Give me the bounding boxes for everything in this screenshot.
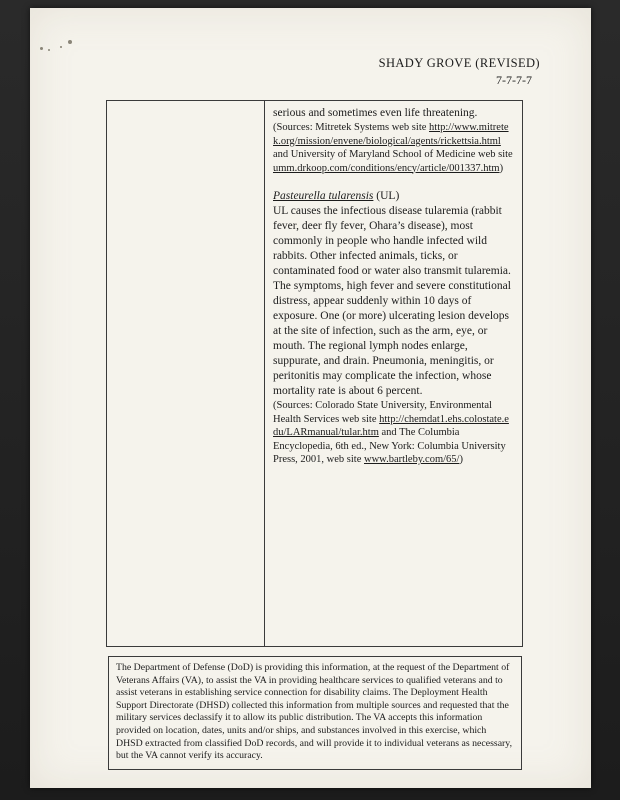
sources-paragraph-2 bbox=[273, 399, 514, 467]
sources2-mid: and The Columbia Encyclopedia, 6th ed., New York: Columbia University Press, 2001, web site bbox=[273, 427, 506, 465]
sources2-post: ) bbox=[459, 454, 463, 465]
link-colostate-url: http://chemdat1.ehs.colostate.edu/LARmanual/tular.htm bbox=[273, 413, 509, 438]
document-page bbox=[30, 8, 591, 788]
disclaimer-text: The Department of Defense (DoD) is providing this information, at the request of the Department of Veterans Affairs (VA), to assist the VA in providing healthcare services to qualified veterans and to assist veterans in establishing service connection for disability claims. The Deployment Health Support Directorate (DHSD) collected this information from multiple sources and requested that the military services declassify it to allow its public distribution. The VA accepts this information provided on location, dates, units and/or ships, and substances involved in this exercise, which DHSD extracted from classified DoD records, and will provide it to individual veterans as necessary, but the VA cannot verify its accuracy. bbox=[116, 662, 513, 762]
pencil-marks bbox=[38, 38, 86, 54]
sources1-post: ) bbox=[499, 162, 504, 174]
table-right-column bbox=[265, 101, 522, 646]
agent-heading-suffix: (UL) bbox=[373, 190, 400, 202]
agent-heading bbox=[273, 189, 514, 204]
document-title: SHADY GROVE (REVISED) bbox=[378, 56, 540, 70]
continuation-line: serious and sometimes even life threatening. bbox=[273, 107, 478, 119]
link-bartleby-url: www.bartleby.com/65/ bbox=[364, 454, 460, 465]
page-number: 7-7-7-7 bbox=[496, 73, 532, 87]
sources1-mid: and University of Maryland School of Medicine web site bbox=[273, 149, 513, 160]
content-table bbox=[106, 100, 523, 647]
link-mitretek-url: http://www.mitretek.org/mission/envene/biological/agents/rickettsia.html bbox=[273, 122, 509, 147]
disclaimer-box bbox=[108, 656, 522, 770]
sources1-pre: (Sources: Mitretek Systems web site bbox=[273, 122, 430, 133]
agent-description: UL causes the infectious disease tularemia (rabbit fever, deer fly fever, Ohara’s disease), most commonly in people who handle infected wild rabbits. Other infected animals, ticks, or contaminated food or water also transmit tularemia. The symptoms, high fever and severe constitutional distress, appear suddenly within 10 days of exposure. One (or more) ulcerating lesion develops at the site of infection, such as the arm, eye, or mouth. The regional lymph nodes enlarge, suppurate, and drain. Pneumonia, meningitis, or peritonitis may complicate the infection, whose mortality rate is about 6 percent. bbox=[273, 205, 511, 397]
link-umm-url: umm.drkoop.com/conditions/ency/article/001337.htm bbox=[273, 162, 500, 174]
document-header bbox=[379, 56, 540, 88]
table-left-column bbox=[107, 101, 265, 646]
sources-paragraph-1 bbox=[273, 121, 514, 175]
agent-heading-species: Pasteurella tularensis bbox=[273, 190, 374, 202]
sources2-pre: (Sources: Colorado State University, Environmental Health Services web site bbox=[273, 400, 492, 425]
